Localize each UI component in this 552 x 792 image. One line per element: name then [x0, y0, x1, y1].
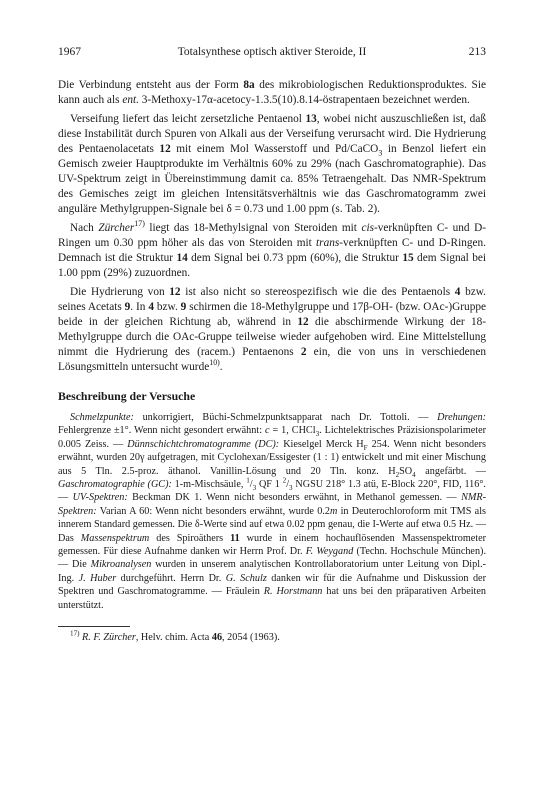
compound-ref: 8a	[243, 79, 255, 91]
header-title: Totalsynthese optisch aktiver Steroide, II	[177, 46, 367, 58]
footnote: $^{17)}$ R. F. Zürcher, Helv. chim. Acta 46, 2054 (1963).	[70, 629, 280, 644]
italic-term: ent.	[122, 94, 139, 106]
compound-ref: 13	[305, 113, 317, 125]
experimental-paragraph: Schmelzpunkte: unkorrigiert, Büchi-Schmelzpunktsapparat nach Dr. Tottoli. — Drehungen: Fehlergrenze ±1°. Wenn nicht gesondert erwähnt: c = 1, CHCl$_3$. Lichtelektrisches Präzisionspolarimeter 0.005 Zeiss. — Dünnschichtchromatogramme (DC): Kieselgel Merck $H_F$ 254. Wenn nicht besonders erwähnt, wurden 20γ aufgetragen, mit Cyclohexan/Essigester (1 : 1) entwickelt und mit einer Mischung aus 5 Tln. 2.5-proz. äthanol. Vanillin-Lösung und 20 Tln. konz. $H_2SO_4$ angefärbt. — Gaschromatographie (GC): 1-m-Mischsäule, $^1/_3$ QF 1 $^2/_3$ NGSU 218° 1.3 atü, E-Block 220°, FID, 116°. — UV-Spektren: Beckman DK 1. Wenn nicht besonders erwähnt, in Methanol gemessen. — NMR-Spektren: Varian A 60: Wenn nicht besonders erwähnt, wurde 0.2m in Deuterochloroform mit TMS als innerem Standard gemessen. Die δ-Werte sind auf etwa 0.02 ppm genau, die I-Werte auf etwa 0.5 Hz. — Das Massenspektrum des Spiroäthers 11 wurde in einem hochauflösenden Massenspektrometer gemessen. Für diese Aufnahme danken wir Herrn Prof. Dr. F. Weygand (Techn. Hochschule München). — Die Mikroanalysen wurden in unserem analytischen Kontrollaboratorium unter Leitung von Dipl.-Ing. J. Huber durchgeführt. Herrn Dr. G. Schulz danken wir für die Aufnahme und Diskussion der Spektren und Gaschromatogramme. — Fräulein R. Horstmann hat uns bei den präparativen Arbeiten unterstützt.	[58, 412, 487, 611]
compound-ref: 4	[148, 301, 154, 313]
compound-ref: 4	[454, 286, 461, 298]
page-number: 213	[468, 46, 486, 58]
paragraph-3: Nach Zürcher$^{17)}$ liegt das 18-Methylsignal von Steroiden mit cis-verknüpften C- und D-Ringen um 0.30 ppm höher als das von Steroiden mit trans-verknüpften C- und D-Ringen. Demnach ist die Struktur 14 dem Signal bei 0.73 ppm (60%), die Struktur 15 dem Signal bei 1.00 ppm (29%) zuzuordnen.	[58, 219, 487, 279]
running-header	[58, 46, 486, 60]
author-name: Zürcher	[98, 222, 135, 234]
footnote-ref: 10)	[209, 358, 220, 368]
compound-ref: 12	[297, 316, 309, 328]
compound-ref: 12	[169, 286, 181, 298]
compound-ref: 9	[180, 301, 187, 313]
compound-ref: 2	[300, 346, 307, 358]
article-body	[58, 78, 486, 648]
compound-ref: 12	[159, 143, 171, 155]
paragraph-2: Verseifung liefert das leicht zersetzliche Pentaenol 13, wobei nicht auszuschließen ist, daß diese Instabilität durch Spuren von Alkali aus der Verseifung verursacht wird. Die Hydrierung des Pentaenolacetats 12 mit einem Mol Wasserstoff und Pd/CaCO$_3$ in Benzol liefert ein Gemisch zweier Hauptprodukte im Verhältnis 60% zu 29% (nach Gaschromatographie). Das UV-Spektrum zeigt in Übereinstimmung damit ca. 85% Tetraengehalt. Das NMR-Spektrum des Gemisches zeigt im gleichen Intensitätsverhältnis wie das Gaschromatogramm zwei anguläre Methylgruppen-Signale bei δ = 0.73 und 1.00 ppm (s. Tab. 2).	[58, 113, 486, 215]
paragraph-4: Die Hydrierung von 12 ist also nicht so stereospezifisch wie die des Pentaenols 4 bzw. seines Acetats 9. In 4 bzw. 9 schirmen die 18-Methylgruppe und 17β-OH- (bzw. OAc-)Gruppe beide in der gleichen Richtung ab, während in 12 die abschirmende Wirkung der 18-Methylgruppe durch die OAc-Gruppe teilweise wieder aufgehoben wird. Eine Mittelstellung nimmt die Hydrierung des (racem.) Pentaenons 2 ein, die von uns in verschiedenen Lösungsmitteln untersucht wurde$^{10)}$.	[58, 286, 487, 373]
header-year: 1967	[58, 46, 81, 58]
paragraph-1: Die Verbindung entsteht aus der Form 8a des mikrobiologischen Reduktionsproduktes. Sie kann auch als ent. 3-Methoxy-17α-acetocy-1.3.5(10).8.14-östrapentaen bezeichnet werden.	[58, 79, 486, 106]
compound-ref: 14	[176, 252, 188, 264]
footnote-divider	[58, 626, 130, 627]
footnote-number: 17)	[70, 629, 80, 638]
section-heading: Beschreibung der Versuche	[58, 389, 196, 403]
compound-ref: 9	[124, 301, 131, 313]
compound-ref: 15	[402, 252, 414, 264]
compound-ref: 11	[230, 532, 240, 544]
footnote-ref: 17)	[134, 219, 145, 229]
